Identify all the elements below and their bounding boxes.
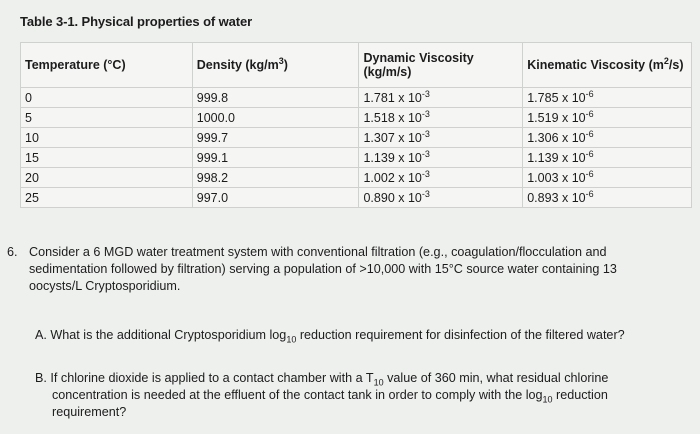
question-part-b: B. If chlorine dioxide is applied to a contact chamber with a $T_{10}$ value of 360 min, what residual chlorine concentration is needed at the effluent of the contact tank in order to comply with the $\log_{10}$ reduction requirement? — [35, 371, 609, 419]
table-header-row — [21, 43, 692, 88]
cell-kinematic-viscosity: 1.306 x $10^{-6}$ — [523, 128, 692, 148]
cell-dynamic-viscosity: 1.002 x $10^{-3}$ — [359, 168, 523, 188]
question-text-line: oocysts/L Cryptosporidium. — [29, 279, 181, 293]
cell-density: 1000.0 — [192, 108, 359, 128]
water-properties-table — [20, 42, 692, 208]
table-row — [21, 188, 692, 208]
table-row — [21, 148, 692, 168]
table-row — [21, 88, 692, 108]
table-row — [21, 168, 692, 188]
cell-density: 998.2 — [192, 168, 359, 188]
question-text-line: sedimentation followed by filtration) serving a population of >10,000 with 15°C source water containing 13 — [29, 262, 617, 276]
cell-dynamic-viscosity: 1.307 x $10^{-3}$ — [359, 128, 523, 148]
header-dynamic-viscosity: Dynamic Viscosity (kg/m/s) — [359, 43, 523, 88]
table-row — [21, 128, 692, 148]
cell-kinematic-viscosity: 1.139 x $10^{-6}$ — [523, 148, 692, 168]
cell-temperature: 5 — [21, 108, 193, 128]
header-density: Density $(kg/m^3)$ — [192, 43, 359, 88]
cell-dynamic-viscosity: 1.518 x $10^{-3}$ — [359, 108, 523, 128]
cell-dynamic-viscosity: 0.890 x $10^{-3}$ — [359, 188, 523, 208]
cell-kinematic-viscosity: 1.519 x $10^{-6}$ — [523, 108, 692, 128]
table-title: Table 3-1. Physical properties of water — [20, 14, 253, 29]
cell-temperature: 0 — [21, 88, 193, 108]
question-number: 6. — [7, 245, 18, 259]
cell-temperature: 15 — [21, 148, 193, 168]
cell-temperature: 10 — [21, 128, 193, 148]
cell-dynamic-viscosity: 1.781 x $10^{-3}$ — [359, 88, 523, 108]
cell-density: 999.1 — [192, 148, 359, 168]
question-6 — [7, 244, 692, 295]
cell-density: 997.0 — [192, 188, 359, 208]
cell-kinematic-viscosity: 0.893 x $10^{-6}$ — [523, 188, 692, 208]
cell-temperature: 20 — [21, 168, 193, 188]
table-row — [21, 108, 692, 128]
cell-kinematic-viscosity: 1.785 x $10^{-6}$ — [523, 88, 692, 108]
cell-density: 999.8 — [192, 88, 359, 108]
question-part-a: A. What is the additional Cryptosporidium $\log_{10}$ reduction requirement for disinfection of the filtered water? — [35, 328, 625, 345]
cell-dynamic-viscosity: 1.139 x $10^{-3}$ — [359, 148, 523, 168]
question-text-line: Consider a 6 MGD water treatment system with conventional filtration (e.g., coagulation/flocculation and — [29, 245, 607, 259]
cell-temperature: 25 — [21, 188, 193, 208]
header-kinematic-viscosity: Kinematic Viscosity $(m^2/s)$ — [523, 43, 692, 88]
cell-density: 999.7 — [192, 128, 359, 148]
header-temperature: Temperature (°C) — [21, 43, 193, 88]
cell-kinematic-viscosity: 1.003 x $10^{-6}$ — [523, 168, 692, 188]
